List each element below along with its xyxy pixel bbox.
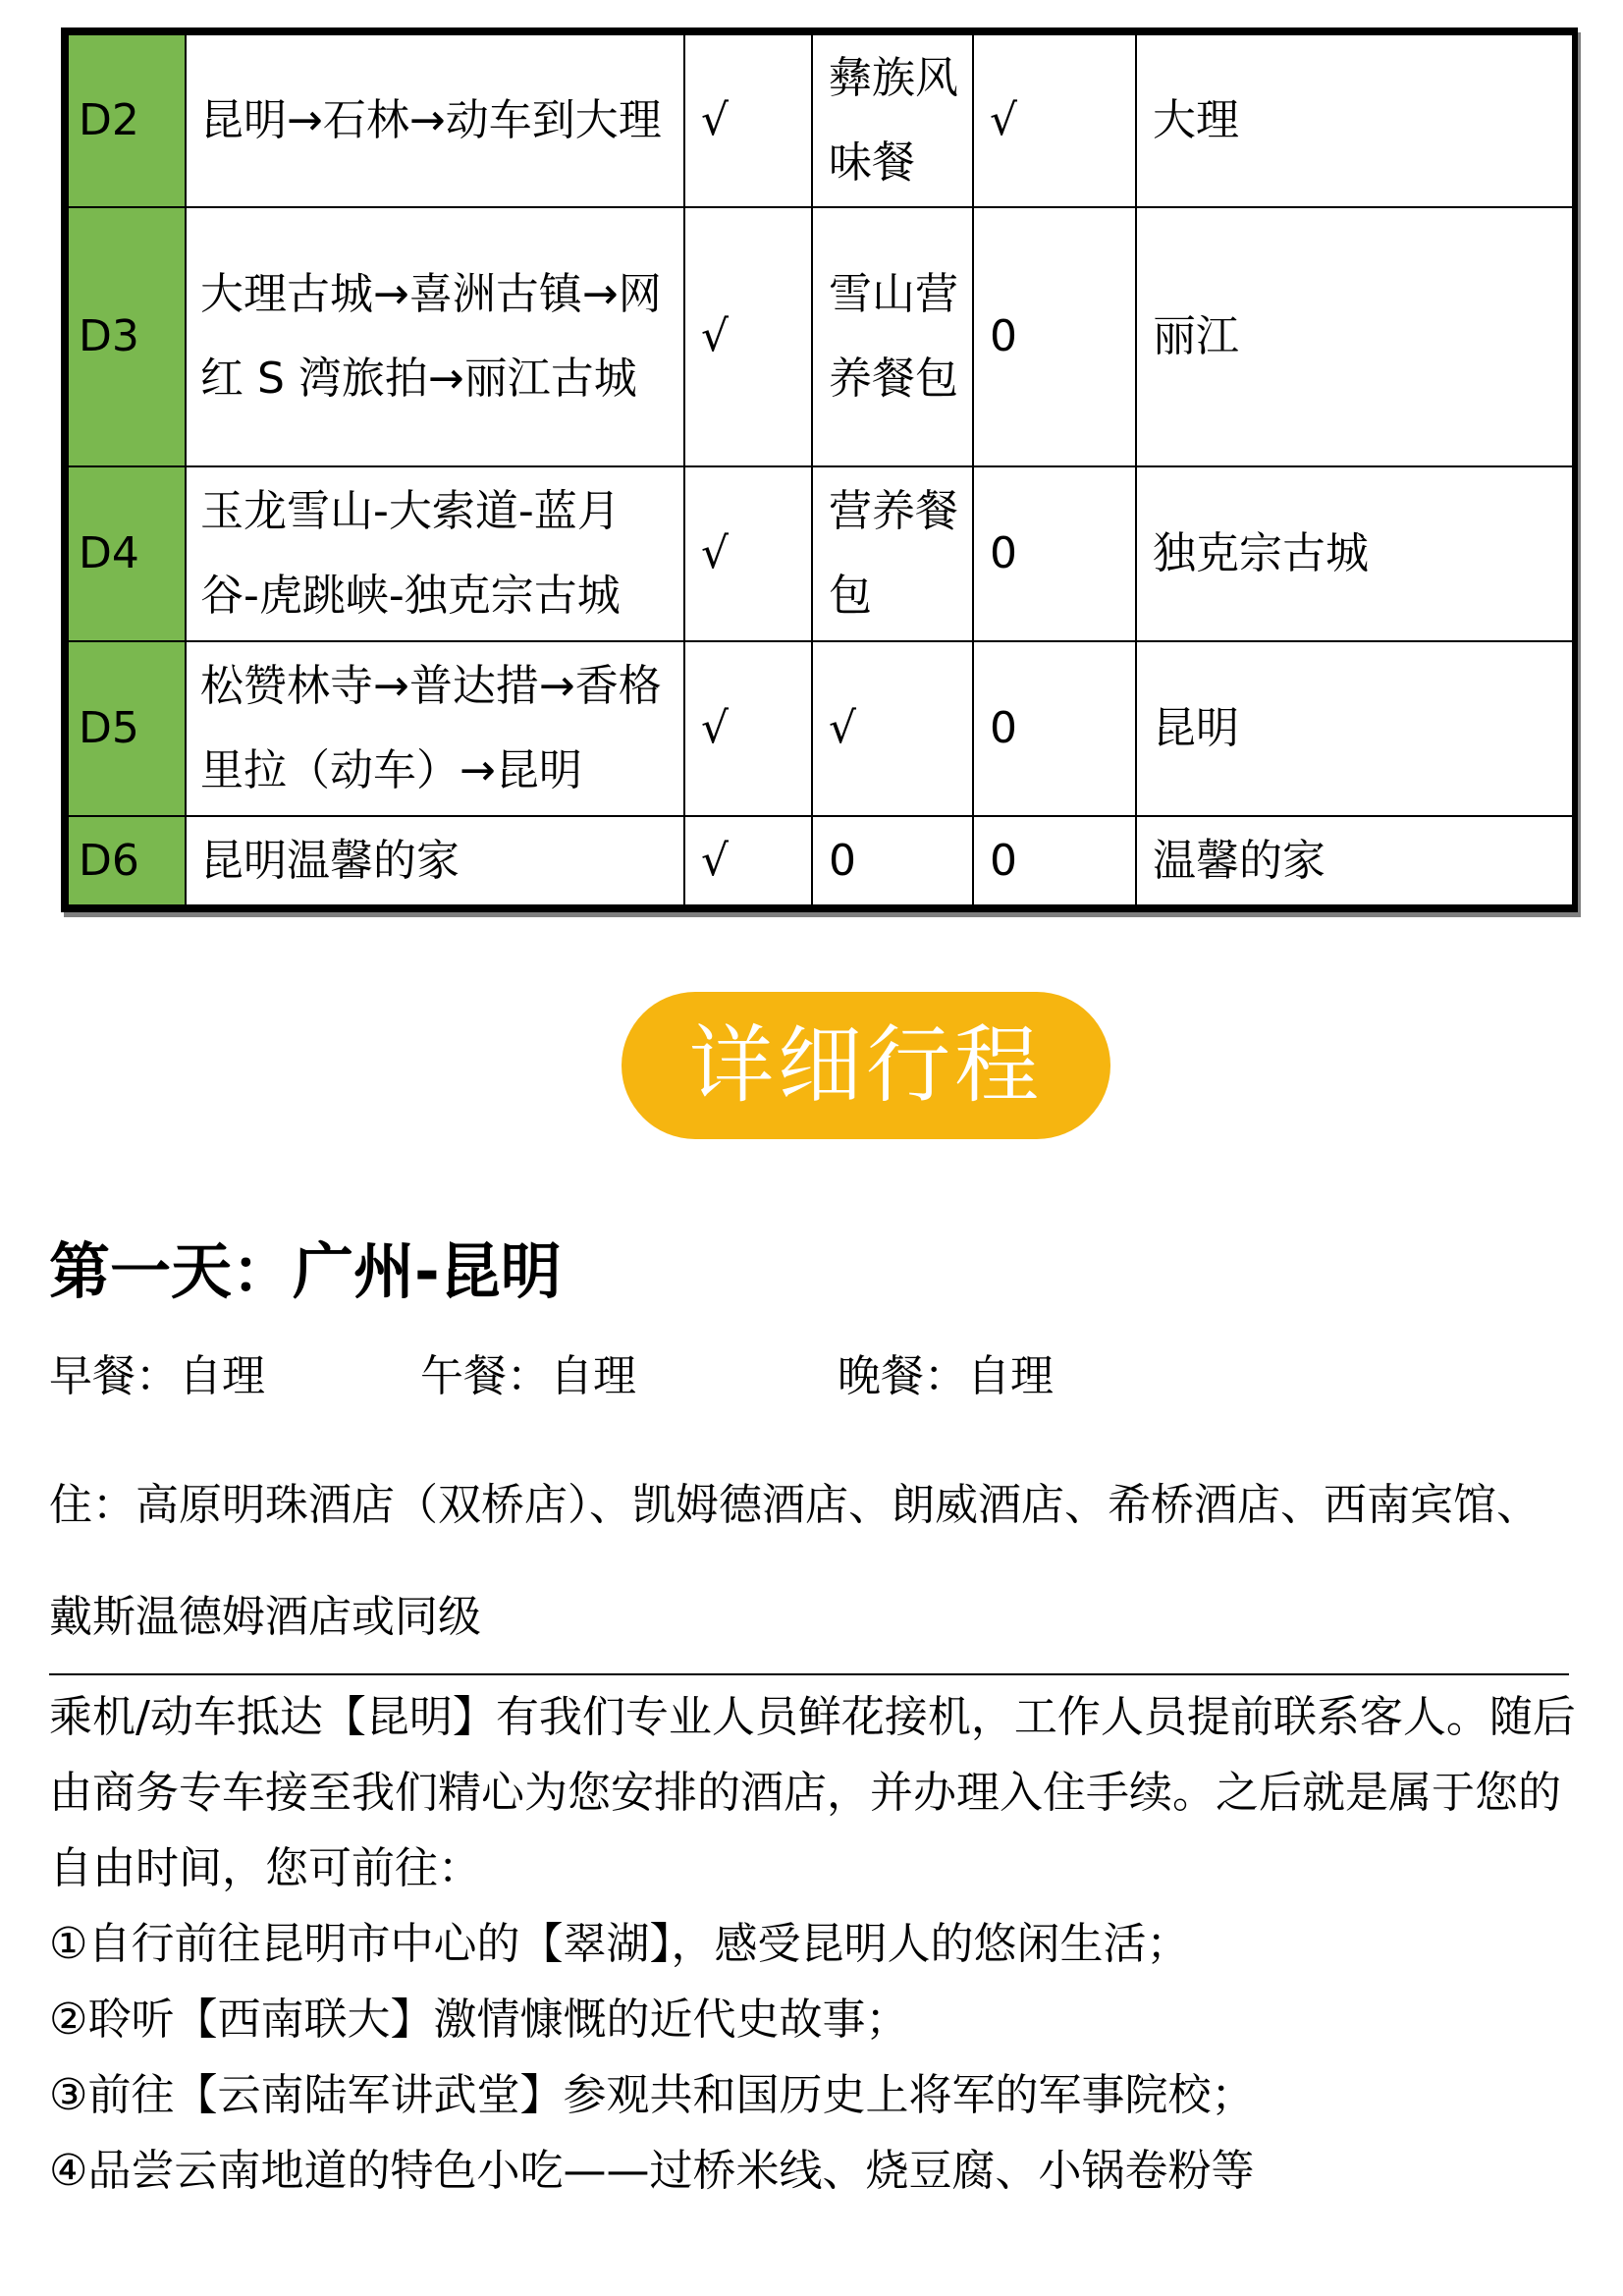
route-cell: 昆明→石林→动车到大理 (186, 34, 684, 207)
lunch-info: 午餐：自理 (420, 1351, 636, 1401)
breakfast-cell: √ (684, 816, 812, 905)
breakfast-cell: √ (684, 207, 812, 467)
route-cell: 大理古城→喜洲古镇→网红 S 湾旅拍→丽江古城 (186, 207, 684, 467)
dinner-cell: √ (973, 34, 1136, 207)
lunch-cell: 雪山营养餐包 (812, 207, 973, 467)
description-line: ③前往【云南陆军讲武堂】参观共和国历史上将军的军事院校； (49, 2070, 1255, 2120)
meals-row (49, 1341, 1581, 1412)
table-row (68, 816, 1573, 905)
day-cell: D2 (68, 34, 186, 207)
day-cell: D3 (68, 207, 186, 467)
hotel-info: 住：高原明珠酒店（双桥店）、凯姆德酒店、朗威酒店、希桥酒店、西南宾馆、戴斯温德姆酒店或同级 (49, 1480, 1540, 1642)
stay-cell: 大理 (1136, 34, 1573, 207)
route-cell: 玉龙雪山-大索道-蓝月谷-虎跳峡-独克宗古城 (186, 466, 684, 641)
breakfast-info: 早餐：自理 (49, 1351, 265, 1401)
stay-cell: 昆明 (1136, 641, 1573, 816)
description-line: ②聆听【西南联大】激情慷慨的近代史故事； (49, 1995, 909, 2045)
itinerary-table (61, 27, 1578, 912)
dinner-cell: 0 (973, 207, 1136, 467)
day-description (49, 1679, 1581, 2209)
day-cell: D4 (68, 466, 186, 641)
stay-cell: 独克宗古城 (1136, 466, 1573, 641)
day-cell: D5 (68, 641, 186, 816)
breakfast-cell: √ (684, 641, 812, 816)
breakfast-cell: √ (684, 466, 812, 641)
lunch-cell: √ (812, 641, 973, 816)
description-line: 自由时间，您可前往： (49, 1843, 481, 1893)
divider (49, 1673, 1569, 1675)
description-line: ④品尝云南地道的特色小吃——过桥米线、烧豆腐、小锅卷粉等 (49, 2146, 1255, 2196)
description-line: 乘机/动车抵达【昆明】有我们专业人员鲜花接机，工作人员提前联系客人。随后 (49, 1692, 1576, 1742)
description-line: ①自行前往昆明市中心的【翠湖】，感受昆明人的悠闲生活； (49, 1919, 1190, 1969)
table-row (68, 34, 1573, 207)
table-row (68, 207, 1573, 467)
section-banner: 详细行程 (622, 992, 1110, 1139)
route-cell: 昆明温馨的家 (186, 816, 684, 905)
day-cell: D6 (68, 816, 186, 905)
dinner-cell: 0 (973, 641, 1136, 816)
table-row (68, 641, 1573, 816)
lunch-cell: 彝族风味餐 (812, 34, 973, 207)
day-title: 第一天：广州-昆明 (49, 1235, 562, 1307)
stay-cell: 温馨的家 (1136, 816, 1573, 905)
table-row (68, 466, 1573, 641)
description-line: 由商务专车接至我们精心为您安排的酒店，并办理入住手续。之后就是属于您的 (49, 1768, 1561, 1818)
lunch-cell: 0 (812, 816, 973, 905)
lunch-cell: 营养餐包 (812, 466, 973, 641)
stay-cell: 丽江 (1136, 207, 1573, 467)
dinner-info: 晚餐：自理 (838, 1351, 1054, 1401)
breakfast-cell: √ (684, 34, 812, 207)
dinner-cell: 0 (973, 816, 1136, 905)
route-cell: 松赞林寺→普达措→香格里拉（动车）→昆明 (186, 641, 684, 816)
dinner-cell: 0 (973, 466, 1136, 641)
